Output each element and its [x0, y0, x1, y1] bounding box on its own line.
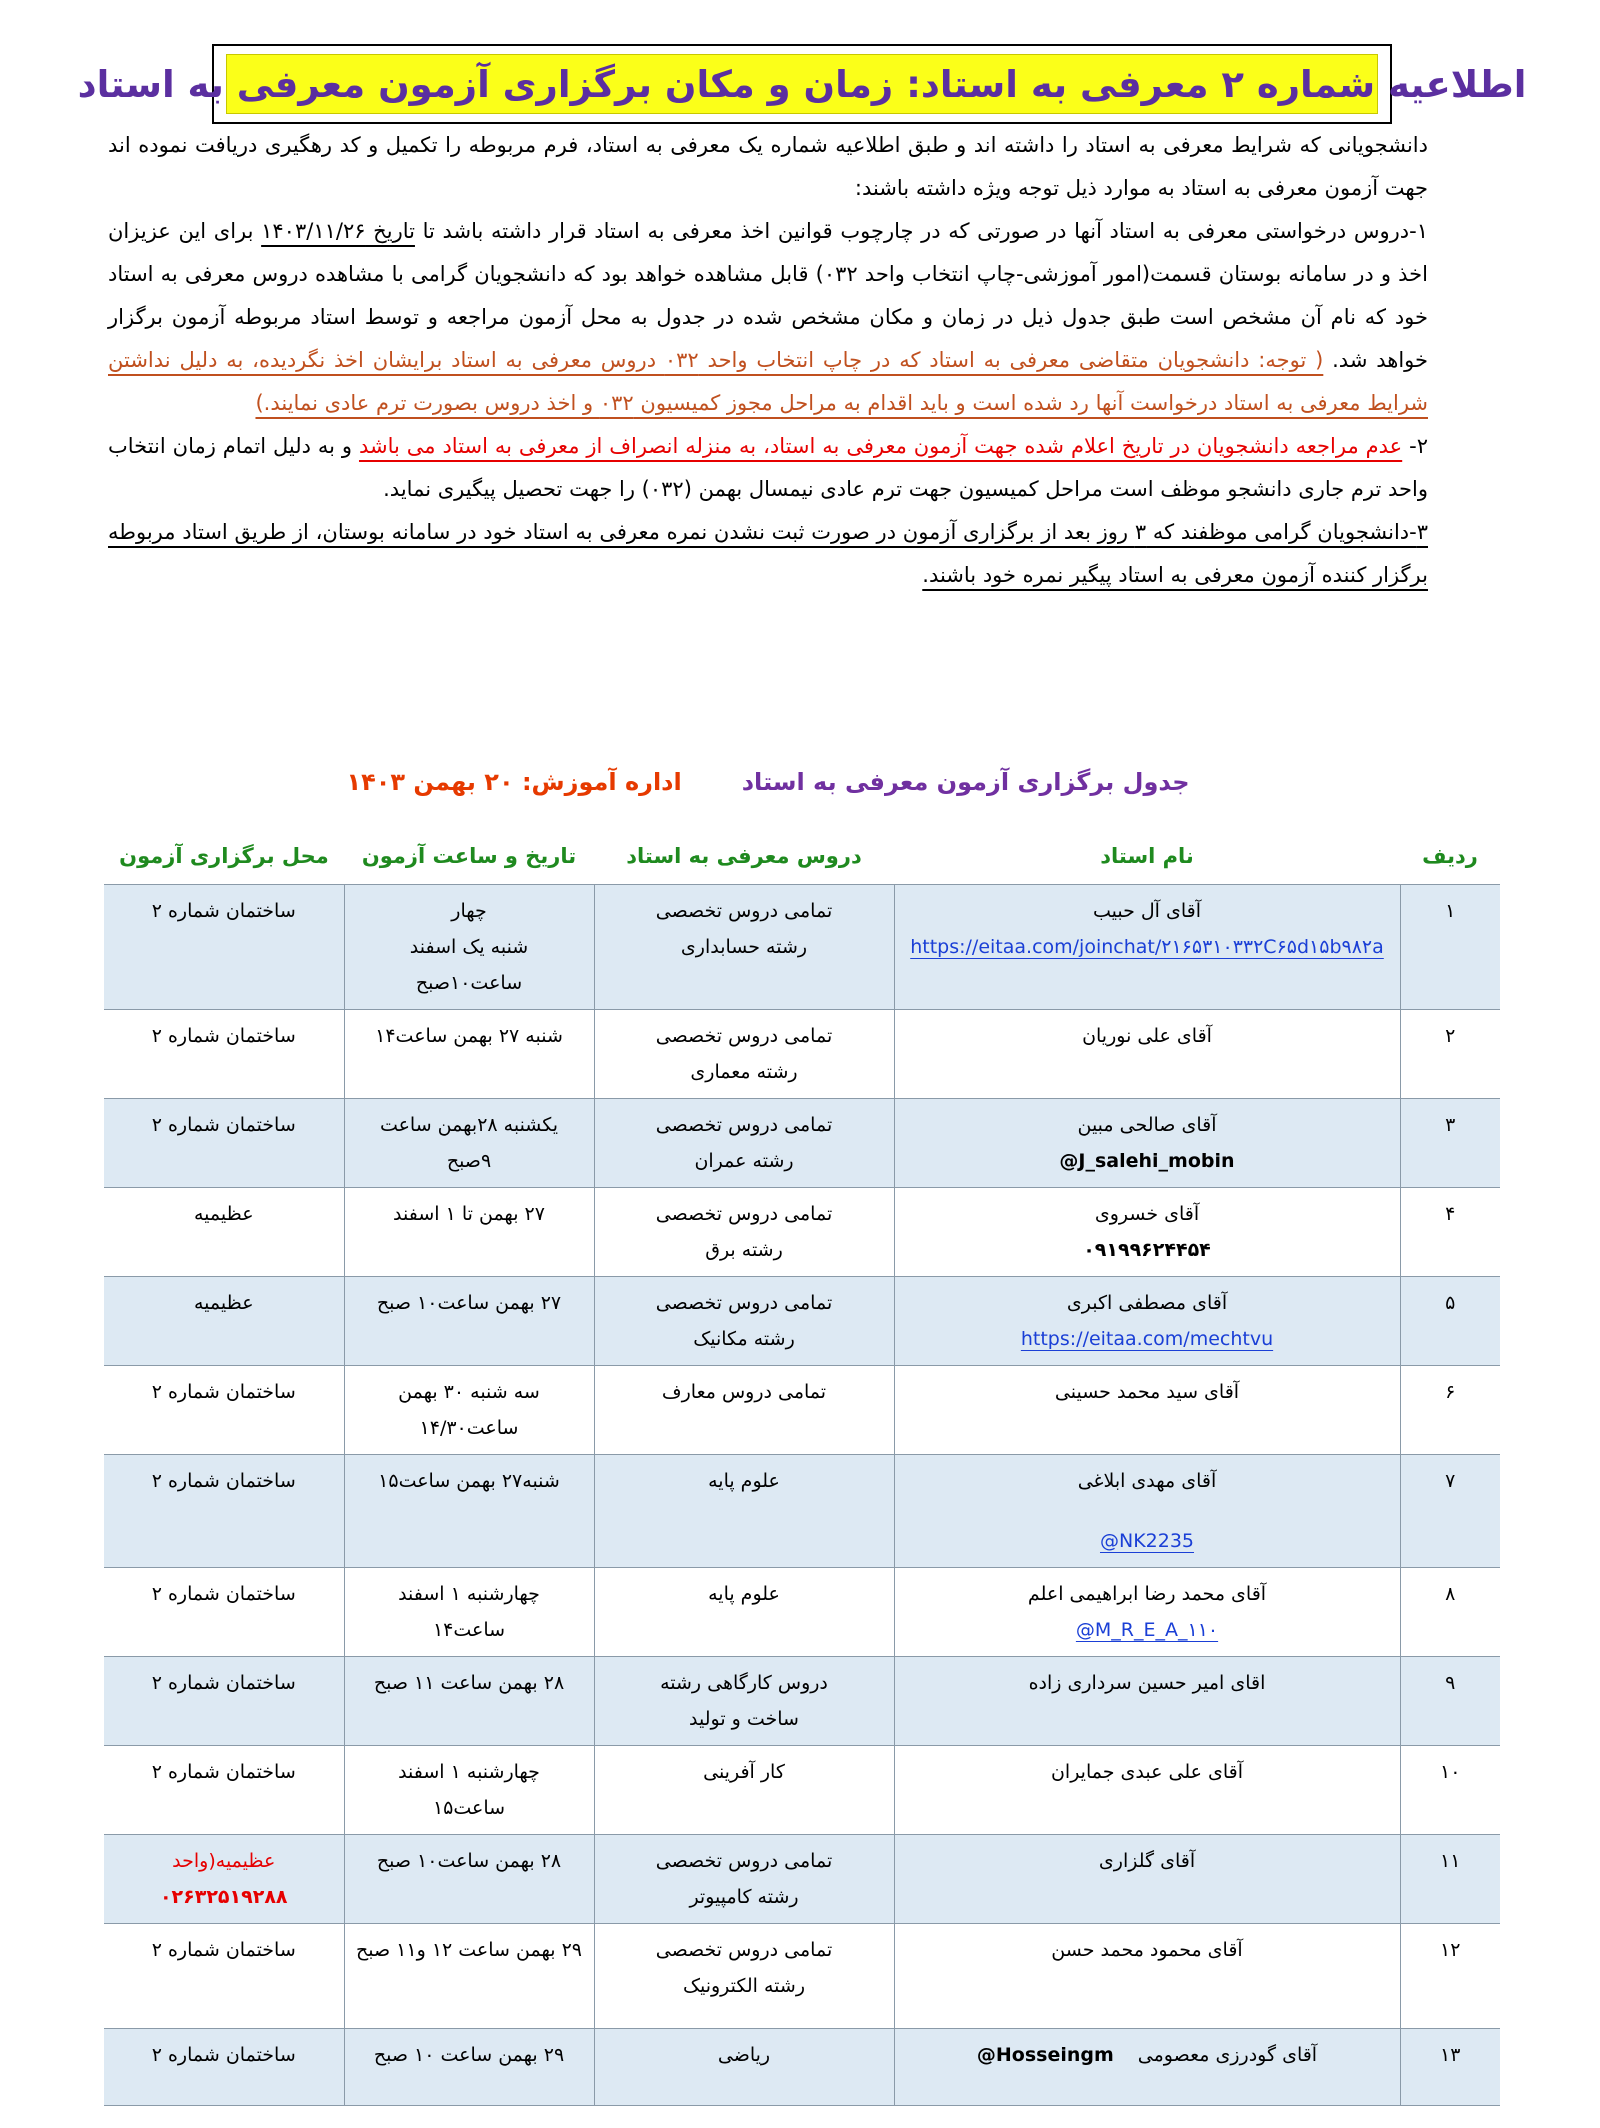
table-row: [104, 1010, 1500, 1099]
datetime-line: ۲۸ بهمن ساعت۱۰ صبح: [376, 1850, 562, 1872]
table-row: [104, 1277, 1500, 1366]
item-1-paragraph: [108, 210, 1428, 425]
place-cell: [104, 2029, 344, 2106]
course-line: دروس کارگاهی رشته: [660, 1672, 828, 1694]
courses-cell: [594, 885, 894, 1010]
datetime-cell: [344, 1924, 594, 2029]
professor-contact-link[interactable]: https://eitaa.com/mechtvu: [1020, 1328, 1274, 1350]
schedule-title: جدول برگزاری آزمون معرفی به استاد: [741, 768, 1190, 796]
datetime-line: ۲۸ بهمن ساعت ۱۱ صبح: [373, 1672, 565, 1694]
courses-cell: [594, 1657, 894, 1746]
column-header-row-number: ردیف: [1422, 844, 1478, 868]
place-line: عظیمیه: [193, 1292, 254, 1314]
courses-cell: [594, 2029, 894, 2106]
table-row: [104, 1657, 1500, 1746]
place-cell: [104, 1657, 344, 1746]
table-row: [104, 1746, 1500, 1835]
place-line: ساختمان شماره ۲: [151, 1025, 296, 1047]
place-line: ساختمان شماره ۲: [151, 1939, 296, 1961]
course-line: علوم پایه: [708, 1583, 780, 1605]
courses-cell: [594, 1746, 894, 1835]
place-cell: [104, 1835, 344, 1924]
professor-cell: [894, 1188, 1400, 1277]
datetime-line: ۲۷ بهمن ساعت۱۰ صبح: [376, 1292, 562, 1314]
datetime-line: یکشنبه ۲۸بهمن ساعت: [379, 1114, 559, 1136]
item-2-paragraph: [108, 425, 1428, 511]
professor-contact: @J_salehi_mobin: [1059, 1150, 1235, 1172]
professor-cell: [894, 1657, 1400, 1746]
table-row: [104, 2029, 1500, 2106]
row-number-cell: ۹: [1400, 1657, 1500, 1746]
courses-cell: [594, 1277, 894, 1366]
datetime-cell: [344, 1657, 594, 1746]
course-line: تمامی دروس تخصصی: [655, 1114, 833, 1136]
datetime-cell: [344, 1010, 594, 1099]
schedule-table: [104, 822, 1500, 2106]
professor-cell: [894, 2029, 1400, 2106]
datetime-cell: [344, 1568, 594, 1657]
datetime-line: ساعت۱۴/۳۰: [419, 1417, 519, 1439]
course-line: رشته معماری: [690, 1061, 798, 1083]
professor-cell: [894, 1366, 1400, 1455]
intro-paragraph: دانشجویانی که شرایط معرفی به استاد را داشته اند و طبق اطلاعیه شماره یک معرفی به استاد، فرم مربوطه را تکمیل و کد رهگیری دریافت نموده اند جهت آزمون معرفی به استاد به موارد ذیل توجه ویژه داشته باشند:: [108, 133, 1428, 200]
courses-cell: [594, 1924, 894, 2029]
professor-name: اقای امیر حسین سرداری زاده: [1028, 1672, 1266, 1694]
row-number-cell: ۷: [1400, 1455, 1500, 1568]
column-header-professor: نام استاد: [1100, 844, 1194, 868]
datetime-line: شنبه یک اسفند: [409, 936, 529, 958]
professor-cell: [894, 885, 1400, 1010]
place-cell: [104, 1568, 344, 1657]
course-line: رشته عمران: [694, 1150, 794, 1172]
place-line: ساختمان شماره ۲: [151, 1381, 296, 1403]
professor-contact: ۰۹۱۹۹۶۲۴۴۵۴: [1083, 1239, 1211, 1261]
professor-cell: [894, 1568, 1400, 1657]
item-2-text-b: و به دلیل اتمام زمان انتخاب واحد ترم جاری دانشجو موظف است مراحل کمیسیون جهت ترم عادی نیمسال بهمن (۰۳۲) را جهت تحصیل پیگیری نماید.: [108, 434, 1428, 501]
schedule-heading: [108, 762, 1428, 802]
table-row: [104, 1924, 1500, 2029]
professor-name: آقای صالحی مبین: [1077, 1114, 1217, 1136]
course-line: ریاضی: [717, 2044, 771, 2066]
course-line: علوم پایه: [708, 1470, 780, 1492]
place-cell: [104, 1366, 344, 1455]
professor-cell: [894, 1099, 1400, 1188]
place-cell: [104, 1099, 344, 1188]
item-1-text-c: برای این عزیزان اخذ و در سامانه بوستان قسمت(امور آموزشی-چاپ انتخاب واحد ۰۳۲) قابل مشاهده خواهد بود که دانشجویان گرامی با مشاهده دروس معرفی به استاد خود که نام آن مشخص است طبق جدول ذیل در زمان و مکان مشخص شده در جدول به محل آزمون مراجعه و توسط استاد مربوطه آزمون برگزار خواهد شد.: [108, 219, 1429, 372]
page-title: اطلاعیه شماره ۲ معرفی به استاد: زمان و مکان برگزاری آزمون معرفی به استاد: [77, 62, 1527, 106]
place-cell: [104, 1455, 344, 1568]
table-row: [104, 1099, 1500, 1188]
courses-cell: [594, 1568, 894, 1657]
column-header-datetime: تاریخ و ساعت آزمون: [361, 844, 577, 868]
course-line: تمامی دروس تخصصی: [655, 1939, 833, 1961]
row-number-cell: ۱۰: [1400, 1746, 1500, 1835]
datetime-line: ۲۷ بهمن تا ۱ اسفند: [393, 1203, 545, 1225]
datetime-line: ساعت۱۰صبح: [415, 972, 523, 994]
datetime-cell: [344, 1188, 594, 1277]
row-number-cell: ۵: [1400, 1277, 1500, 1366]
place-line: عظیمیه(واحد: [172, 1850, 276, 1872]
table-row: [104, 1568, 1500, 1657]
course-line: رشته کامپیوتر: [689, 1886, 799, 1908]
column-header-place: محل برگزاری آزمون: [119, 844, 329, 868]
place-cell: [104, 1188, 344, 1277]
professor-cell: [894, 1835, 1400, 1924]
professor-cell: [894, 1277, 1400, 1366]
professor-name: آقای آل حبیب: [1092, 900, 1202, 922]
professor-name: آقای مهدی ابلاغی: [1077, 1470, 1217, 1492]
professor-contact-link[interactable]: https://eitaa.com/joinchat/۲۱۶۵۳۱۰۳۳۲C۶۵d۱۵b۹۸۲a: [910, 936, 1384, 958]
place-cell: [104, 1010, 344, 1099]
course-line: رشته الکترونیک: [682, 1975, 806, 1997]
row-number-cell: ۱۳: [1400, 2029, 1500, 2106]
datetime-line: ساعت۱۴: [432, 1619, 506, 1641]
datetime-line: ۲۹ بهمن ساعت ۱۰ صبح: [373, 2044, 565, 2066]
place-line: ساختمان شماره ۲: [151, 1761, 296, 1783]
professor-name: آقای محمد رضا ابراهیمی اعلم: [1027, 1583, 1267, 1605]
place-line: ساختمان شماره ۲: [151, 1583, 296, 1605]
item-3-paragraph: ۳-دانشجویان گرامی موظفند که ۳ روز بعد از برگزاری آزمون در صورت ثبت نشدن نمره معرفی به استاد خود در سامانه بوستان، از طریق استاد مربوطه برگزار کننده آزمون معرفی به استاد پیگیر نمره خود باشند.: [108, 520, 1428, 587]
courses-cell: [594, 1099, 894, 1188]
course-line: ساخت و تولید: [689, 1708, 799, 1730]
title-frame: [77, 44, 1527, 124]
place-cell: [104, 1746, 344, 1835]
place-cell: [104, 1277, 344, 1366]
datetime-line: شنبه ۲۷ بهمن ساعت۱۴: [375, 1025, 563, 1047]
datetime-line: چهارشنبه ۱ اسفند: [398, 1761, 540, 1783]
professor-cell: [894, 1924, 1400, 2029]
professor-name: آقای محمود محمد حسن: [1051, 1939, 1243, 1961]
place-line: ساختمان شماره ۲: [151, 900, 296, 922]
table-row: [104, 1366, 1500, 1455]
datetime-cell: [344, 1366, 594, 1455]
professor-name: آقای گلزاری: [1098, 1850, 1196, 1872]
datetime-line: ۲۹ بهمن ساعت ۱۲ و۱۱ صبح: [356, 1939, 582, 1961]
datetime-cell: [344, 1099, 594, 1188]
datetime-cell: [344, 1835, 594, 1924]
place-line: عظیمیه: [193, 1203, 254, 1225]
notice-body: [108, 124, 1428, 597]
course-line: تمامی دروس تخصصی: [655, 1203, 833, 1225]
course-line: تمامی دروس تخصصی: [655, 900, 833, 922]
place-cell: [104, 1924, 344, 2029]
professor-contact-link[interactable]: @NK2235: [1099, 1530, 1195, 1552]
table-header-row: [104, 822, 1500, 885]
title-highlight: [77, 54, 1527, 114]
table-row: [104, 1835, 1500, 1924]
professor-line: [901, 2037, 1394, 2073]
professor-cell: [894, 1455, 1400, 1568]
item-1-note: ( توجه: دانشجویان متقاضی معرفی به استاد که در چاپ انتخاب واحد ۰۳۲ دروس معرفی به استاد برایشان اخذ نگردیده، به دلیل نداشتن شرایط معرفی به استاد درخواست آنها رد شده است و باید اقدام به مراحل مجوز کمیسیون ۰۳۲ و اخذ دروس بصورت ترم عادی نمایند.): [108, 348, 1428, 415]
datetime-line: ۹صبح: [446, 1150, 492, 1172]
course-line: رشته حسابداری: [680, 936, 808, 958]
datetime-line: چهار: [451, 900, 487, 922]
professor-name: آقای گودرزی معصومی: [1137, 2044, 1318, 2066]
courses-cell: [594, 1188, 894, 1277]
item-2-warning: عدم مراجعه دانشجویان در تاریخ اعلام شده جهت آزمون معرفی به استاد، به منزله انصراف از معرفی به استاد می باشد: [358, 434, 1403, 458]
place-line: ساختمان شماره ۲: [151, 1114, 296, 1136]
datetime-cell: [344, 1277, 594, 1366]
item-1-deadline: تاریخ ۱۴۰۳/۱۱/۲۶: [261, 219, 415, 243]
course-line: کار آفرینی: [703, 1761, 785, 1783]
table-row: [104, 1455, 1500, 1568]
datetime-cell: [344, 2029, 594, 2106]
table-row: [104, 1188, 1500, 1277]
row-number-cell: ۴: [1400, 1188, 1500, 1277]
professor-contact-link[interactable]: @M_R_E_A_۱۱۰: [1075, 1619, 1219, 1641]
datetime-cell: [344, 1746, 594, 1835]
professor-name: آقای علی عبدی جمایران: [1050, 1761, 1244, 1783]
courses-cell: [594, 1835, 894, 1924]
row-number-cell: ۱۱: [1400, 1835, 1500, 1924]
table-row: [104, 885, 1500, 1010]
courses-cell: [594, 1366, 894, 1455]
course-line: تمامی دروس معارف: [661, 1381, 827, 1403]
item-1-text-a: ۱-دروس درخواستی معرفی به استاد آنها در صورتی که در چارچوب قوانین اخذ معرفی به استاد قرار داشته باشد تا: [414, 219, 1428, 243]
office-date: اداره آموزش: ۲۰ بهمن ۱۴۰۳: [346, 768, 682, 796]
datetime-line: شنبه۲۷ بهمن ساعت۱۵: [378, 1470, 560, 1492]
row-number-cell: ۶: [1400, 1366, 1500, 1455]
datetime-cell: [344, 1455, 594, 1568]
place-phone: ۰۲۶۳۲۵۱۹۲۸۸: [159, 1886, 288, 1908]
course-line: تمامی دروس تخصصی: [655, 1292, 833, 1314]
courses-cell: [594, 1455, 894, 1568]
row-number-cell: ۲: [1400, 1010, 1500, 1099]
row-number-cell: ۱۲: [1400, 1924, 1500, 2029]
row-number-cell: ۸: [1400, 1568, 1500, 1657]
column-header-courses: دروس معرفی به استاد: [626, 844, 862, 868]
professor-cell: [894, 1010, 1400, 1099]
course-line: رشته مکانیک: [693, 1328, 795, 1350]
datetime-line: چهارشنبه ۱ اسفند: [398, 1583, 540, 1605]
professor-cell: [894, 1746, 1400, 1835]
place-line: ساختمان شماره ۲: [151, 1672, 296, 1694]
professor-name: آقای خسروی: [1094, 1203, 1200, 1225]
row-number-cell: ۱: [1400, 885, 1500, 1010]
datetime-cell: [344, 885, 594, 1010]
place-cell: [104, 885, 344, 1010]
datetime-line: سه شنبه ۳۰ بهمن: [398, 1381, 540, 1403]
datetime-line: ساعت۱۵: [432, 1797, 506, 1819]
course-line: تمامی دروس تخصصی: [655, 1025, 833, 1047]
place-line: ساختمان شماره ۲: [151, 1470, 296, 1492]
item-2-text-a: ۲-: [1402, 434, 1428, 458]
course-line: تمامی دروس تخصصی: [655, 1850, 833, 1872]
row-number-cell: ۳: [1400, 1099, 1500, 1188]
professor-contact: Hosseingm@: [976, 2044, 1114, 2066]
courses-cell: [594, 1010, 894, 1099]
course-line: رشته برق: [705, 1239, 783, 1261]
professor-name: آقای مصطفی اکبری: [1066, 1292, 1228, 1314]
place-line: ساختمان شماره ۲: [151, 2044, 296, 2066]
professor-name: آقای علی نوریان: [1082, 1025, 1212, 1047]
professor-name: آقای سید محمد حسینی: [1054, 1381, 1240, 1403]
